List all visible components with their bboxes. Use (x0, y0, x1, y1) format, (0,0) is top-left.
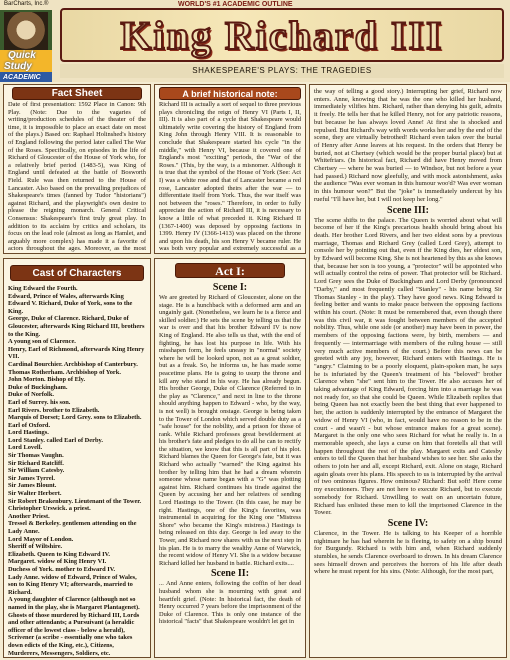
act1-heading: Act I: (175, 263, 285, 278)
cast-line: Sir Richard Ratcliff. (8, 459, 64, 467)
cast-line: A young son of Clarence. (8, 338, 76, 346)
cast-note (8, 657, 146, 658)
cast-line: Lord Mayor of London. (8, 535, 74, 543)
scene-4-body: Clarence, in the Tower. He is talking to his Keeper of a horrible nightmare he has had wherein he is fleeing, to safety on a ship bound for Burgundy. Richard is with him and, when Richard suddenly stumbles, he sends Clarence overboard to drown. In his dream Clarence sees himself drown and perceives the horrors of his life after death where he must repent for his sins. (Note: Although, for the most part, (314, 529, 502, 576)
scene-4-heading: Scene IV: (387, 517, 429, 529)
page-title: King Richard III (120, 13, 444, 58)
right-column-panel (309, 84, 507, 658)
cast-line: Tressel & Berkeley. gentlemen attending on the Lady Anne. (8, 520, 137, 535)
cast-line: Sir Robert Brakenbury. Lieutenant of the Tower. (8, 497, 142, 505)
historical-note-panel (154, 84, 306, 254)
cast-line: Sir Thomas Vaughn. (8, 452, 64, 460)
cast-line: John Morton. Bishop of Ely. (8, 376, 86, 384)
cast-line: Margaret. widow of King Henry VI. (8, 558, 107, 566)
fact-sheet-heading: Fact Sheet (12, 87, 142, 100)
scene-1-body: We are greeted by Richard of Gloucester, alone on the stage. He is a hunchback with a deformed arm and an ungainly gait. (Nonetheless, we learn he is a fierce and skilled soldier.) He sets the scene by telling us that the war is over and that his brother Edward IV is now King of England. He also tells us that, with the end of fighting, he has lost his purpose in life. With his misshapen form, he feels uneasy in "normal" society where he will be looked upon, not as a great soldier, but as a freak. So, he informs us, he has made some peacetime plans. He is going to usurp the throne and kill any who stand in his way. He has already begun. His brother George, Duke of Clarence (Referred to in the play as "Clarence," and next in line to the throne should anything happen to Edward - who, by the way, is not well) is brought onstage. George is being taken to the Tower of London which served double duty as a "safe house" for the nobility, and a prison for those of rank. While Richard professes great bewilderment at his brother's fate and pledges to do all he can to rectify the situation, we know that this is all part of his plot. Richard blames the Queen for George's fate, but it was Richard who actually "warned" the King against his brother by telling him that he had a dream wherein someone whose name began with a "G" was plotting against him. Richard continues his tirade against the Queen by accusing her and her relatives of sending Lord Hastings to the Tower. (In this case, he may be right. Hastings, one of the King's favorites, was instrumental in acquiring for the King one "Mistress Shore" who became the King's mistress.) Hastings is being released on this day. George is led away to the Tower, and Richard now shares with us the next step in his plan. He is to marry the wealthy Anne of Warwick, the recent widow of Henry VI. She is a widow because Richard killed her husband in battle. Richard exits.... (159, 294, 301, 567)
quickstudy-logo (0, 10, 52, 82)
cast-line: Sir Walter Herbert. (8, 490, 62, 498)
cast-line: Sir James Blount. (8, 482, 57, 490)
act1-panel (154, 258, 306, 658)
cast-line: Earl of Oxford. (8, 421, 51, 429)
cast-line: Duke of Norfolk. (8, 391, 54, 399)
cast-line: Duke of Buckingham. (8, 383, 68, 391)
scene-2-heading: Scene II: (210, 568, 250, 580)
cast-line: Elizabeth. Queen to King Edward IV. (8, 550, 110, 558)
cast-line: Lord Stanley. called Earl of Derby. (8, 436, 103, 444)
cast-line: Sheriff of Wiltshire. (8, 543, 63, 551)
cast-list (8, 285, 146, 658)
scene-2-body: ... And Anne enters, following the coffin of her dead husband whom she is mourning with great and heartfelt grief. (Note: In historical fact, the death of Henry occurred 7 years before the imprisonment of the Duke of Clarence. This is only one instance of the historical "facts" that Shakespeare wouldn't let get in (159, 580, 301, 626)
page-subtitle: SHAKESPEARE'S PLAYS: THE TRAGEDIES (60, 64, 504, 78)
scene-3-heading: Scene III: (387, 204, 429, 216)
fact-sheet-body: Date of first presentation: 1592 Place in Canon: 9th Play. (Note: Due to the vagaries of writing/production schedules of the theater of the time, it is impossible to place an exact date on most of the plays.) Based on: Raphael Holinshed's history of England following the period later called The War of the Roses. Specifically, on episodes in the life of Richard of Gloucester of the House of York who, for a relatively brief period (1483-5), was King of England until defeated at the battle of Bosworth Field. Rule was then returned to the House of Lancaster. Also based on the prevailing prejudices of Shakespeare's times (fanned by Tudor "historians") against Richard, and the playwright's own desire to please the reigning monarch. General Critical Consensus: Shakespeare's first truly great play. In addition to its acclaim by critics and scholars, its focus on the lead role (almost as long as Hamlet, and arguably more complex) has made it a favorite of actors throughout the ages. Moreover, as the most (8, 101, 146, 253)
publisher-name: BarCharts, Inc.® (4, 1, 49, 7)
cast-panel (3, 258, 151, 658)
shakespeare-portrait-icon (4, 12, 48, 52)
scene-2-continued: the way of telling a good story.) Interrupting her grief, Richard now enters. Anne, knowing that he was the one who killed her husband, immediately vilifies him. Richard, rather than denying his guilt, admits it freely. He tells her that he killed Henry, not for any patriotic reasons, but because he has always loved Anne! At first she is shocked and repulsed. But Richard's way with words works her and by the end of the scene, they are virtually betrothed! Richard even takes over the burial of Henry after Anne leaves at his request. In the orders that Henry be buried, not at Chertsey (which would be the proper burial place) but at Whitefriars. (In historical fact, Richard did have Henry moved from Chertsey — where he was buried — to Windsor, but not before a year had passed.) Richard now gleefully, and with mock astonishment, asks the audience "Was ever woman in this humour woo'd? Was ever woman in this humour won?" But the "joke" is immediately undercut by his rueful "I'll have her, but I will not keep her long." (314, 88, 502, 203)
cast-heading: Cast of Characters (10, 265, 144, 281)
cast-line: Sir William Catesby. (8, 467, 65, 475)
cast-line: Another Priest. (8, 512, 50, 520)
fact-sheet-panel (3, 84, 151, 254)
historical-note-body: Richard III is actually a sort of sequel to three previous plays chronicling the reign of Henry VI (Parts I, II, III). It is also part of a cycle that Shakespeare would ultimately write covering the history of England from King John through Henry VIII. It is reasonable to conclude that Shakespeare started his cycle "in the middle," with Henry VI, because it covered one of England's most "exciting" periods, the "War of the Roses." (This, by the way, is a misnomer. Although it is true that the symbol of the House of York (See: Act I) was a white rose and that of Lancaster became a red rose, Lancaster adopted theirs after the war — to differentiate itself from York. Thus, the war itself was not between the "roses." Therefore, in order to fully appreciate the action of Richard III, it is necessary to know a little of what preceded it. King Richard II (1367-1400) was deposed by opposing factions in 1399. Henry IV (1366-1413) was placed on the throne and upon his death, his son Henry V became ruler. He was both very popular and extremely successful as a (159, 101, 301, 253)
cast-line: Earl of Surrey. his son. (8, 398, 71, 406)
cast-line: Christopher Urswick. a priest. (8, 505, 91, 513)
cast-line: Henry, Earl of Richmond, afterwards King Henry VII. (8, 345, 145, 361)
cast-line: Lady Anne. widow of Edward, Prince of Wales, son to King Henry VI; afterwards, married to Richard. (8, 573, 137, 596)
cast-line: Marquis of Dorset; Lord Grey. sons to Elizabeth. (8, 414, 142, 422)
cast-line: Cardinal Bourchier. Archbishop of Canterbury. (8, 360, 138, 368)
cast-line: Duchess of York. mother to Edward IV. (8, 565, 116, 573)
tagline: WORLD'S #1 ACADEMIC OUTLINE (178, 1, 293, 8)
logo-word-quick: Quick (0, 50, 52, 61)
title-banner (60, 8, 504, 62)
cast-line: Lord Hastings. (8, 429, 49, 437)
cast-line: Sir James Tyrrel. (8, 474, 55, 482)
cast-line: Edward, Prince of Wales, afterwards King Edward V. Richard, Duke of York, sons to the King. (8, 292, 133, 315)
cast-line: Ghosts of those murdered by Richard III, Lords and other attendants; a Pursuivant (a heraldic officer of the lowest class - below a herald), Scrivener (a scribe - essentially one who takes down edicts of the King, etc.), Citizens, Murderers, Messengers, Soldiers, etc. (8, 611, 140, 657)
cast-line: A young daughter of Clarence (although not so named in the play, she is Margaret Plantagenet). (8, 596, 140, 611)
cast-line: Lord Lovell. (8, 444, 43, 452)
scene-1-heading: Scene I: (212, 282, 248, 293)
cast-line: Earl Rivers. brother to Elizabeth. (8, 406, 100, 414)
historical-note-heading: A brief historical note: (159, 87, 301, 100)
cast-line: George, Duke of Clarence. Richard, Duke of Gloucester, afterwards King Richard III, brothers to the King. (8, 315, 145, 338)
cast-line: King Edward the Fourth. (8, 285, 78, 292)
cast-line: Thomas Rotherham. Archbishop of York. (8, 368, 121, 376)
scene-3-body: The scene shifts to the palace. The Queen is worried about what will become of her if the King's precarious health should bring about his death. Her brother Lord Rivers, and her two eldest sons by a previous marriage, Thomas and Richard Grey (called Lord Grey), attempt to console her by pointing out that, even if the King dies, her eldest son, by Edward will become King. She is not heartened by this as she knows that, because her son is too young, a "protector" will be appointed who will actually control the reins of power. That protector will be Richard. Lord Grey sees the Duke of Buckingham and Lord Derby (pronounced "Darby," and most frequently called "Stanley" - his name being Sir Thomas Stanley - in the play). They have good news. King Edward is feeling better and wants to make peace between the opposing factions within his court. (Note: It must be remembered that, even though there was this civil war, it was fought between members of the accepted nobility. Thus, while one side (or another) may have been in power, the members of the opposing factions were, by birth, members — and frequently — intermarriage with members of the ruling house — still very much active members of the court.) Before this news can be greeted with any joy, however, Richard enters with Hastings. He is "angry." Claiming to be a poorly eloquent, plain-spoken man, he says he is infuriated by the Queen's treatment of his "beloved" brother Clarence when "she" sent him to the Tower. He also accuses her of taking advantage of King Edward, forcing him into a marriage he was not ready for, so that she could be Queen. While Elizabeth replies that being Queen has not exactly been the best thing that ever happened to her, the action is suddenly interrupted by the entrance of Margaret the widow of Henry VI (who, in fact, would have no reason to be in the court - and wasn't - but whose entrance makes for a great scene). Margaret is the only one who sees Richard for what he really is. In a memorable speech, she lays a curse on him that foretells all that will happen throughout the rest of the play. Margaret exits and Catesby enters to tell the Queen that her husband wishes to see her. She asks the others to join her and all, except Richard, exit. Alone on stage, Richard again gloats over his plans. His speech to us is interrupted by the arrival of two ominous figures. How ominous? Richard: But soft! Here come my executioners. They are not here to execute Richard, but to execute somebody for Richard. Unwilling to wait on an uncertain future, Richard has enlisted these men to kill the imprisoned Clarence in the Tower. (314, 216, 502, 517)
logo-word-academic: ACADEMIC (0, 72, 52, 82)
logo-word-study: Study (0, 61, 52, 72)
page-header (0, 0, 510, 82)
